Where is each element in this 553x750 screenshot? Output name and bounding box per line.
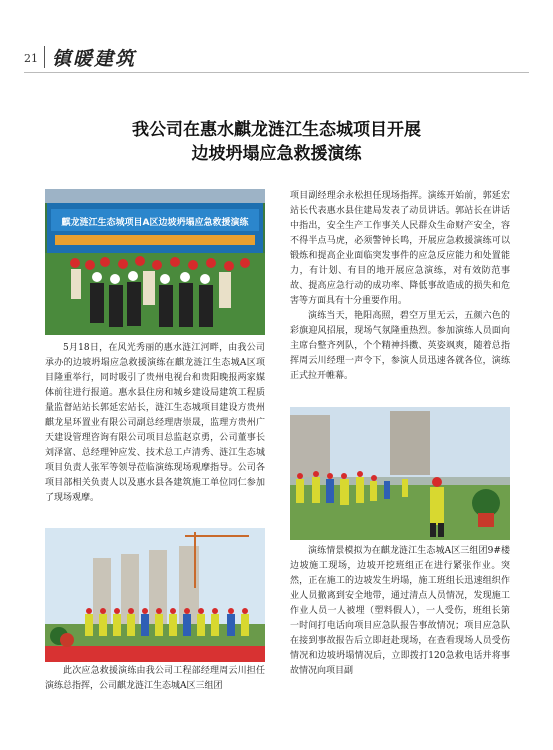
- photo-drill-lineup: [45, 528, 265, 662]
- photo-commander-image: [290, 407, 510, 540]
- header-rule: [24, 72, 529, 73]
- right-column-bottom: [290, 544, 510, 679]
- paragraph: 此次应急救援演练由我公司工程部经理周云川担任演练总指挥，公司麒龙涟江生态城A区三组团: [45, 666, 265, 691]
- photo-ceremony-image: [45, 189, 265, 335]
- paragraph: 演练当天，艳阳高照，碧空万里无云，五颜六色的彩旗迎风招展，现场气氛隆重热烈。参加演练人员面向主席台整齐列队，个个精神抖擞、英姿飒爽，随着总指挥周云川经理一声令下，参演人员迅速各就各位，演练正式拉开帷幕。: [290, 311, 510, 381]
- title-line-2: 边坡坍塌应急救援演练: [191, 144, 362, 164]
- title-line-1: 我公司在惠水麒龙涟江生态城项目开展: [132, 120, 421, 140]
- paragraph: 演练情景模拟为在麒龙涟江生态城A区三组团9#楼边坡施工现场，边坡开挖班组正在进行紧张作业。突然，正在施工的边坡发生坍塌，施工班组长迅速组织作业人员撤离到安全地带，通过清点人员情况，发现施工作业人员一人被埋（塑料假人），一人受伤，班组长第一时间打电话向项目应急队报告事故情况；项目应急队在接到事故报告后立即赶赴现场，在查看现场人员受伤情况和边坡坍塌情况后，立即拨打120急救电话并将事故情况向项目副: [290, 546, 510, 676]
- header-divider: [44, 46, 45, 68]
- left-column-top: [45, 341, 265, 506]
- page-number: 21: [24, 52, 38, 65]
- left-column-bottom: [45, 664, 265, 694]
- photo-banner-text: 麒龙涟江生态城项目A区边坡坍塌应急救援演练: [61, 218, 249, 228]
- article-title: [40, 118, 513, 166]
- photo-drill-lineup-image: [45, 528, 265, 662]
- paragraph: 5月18日，在风光秀丽的惠水涟江河畔，由我公司承办的边坡坍塌应急救援演练在麒龙涟江生态城A区项目隆重举行，同时吸引了贵州电视台和贵阳晚报两家媒体前往进行报道。惠水县住房和城乡建设局建筑工程质量监督站站长郭延宏站长，涟江生态城项目建设方贵州麒龙星环置业有限公司副总经理唐崇晟，监理方贵州广天建设管理咨询有限公司项目总监赵京勇，公司董事长刘泽富、总经理钟应发、技术总工卢清秀、涟江生态城项目负责人张军等领导莅临演练现场观摩指导。公司各项目部相关负责人以及惠水县各建筑施工单位同仁参加了现场观摩。: [45, 343, 265, 503]
- right-column-top: [290, 189, 510, 384]
- magazine-brand: 镇暖建筑: [52, 48, 137, 70]
- photo-ceremony: [45, 189, 265, 335]
- photo-commander: [290, 407, 510, 540]
- paragraph: 项目副经理余永松担任现场指挥。演练开始前，郭延宏站长代表惠水县住建局发表了动员讲话。郭站长在讲话中指出，安全生产工作事关人民群众生命财产安全，容不得半点马虎，必须警钟长鸣，开展应急救援演练可以锻炼和提高企业面临突发事件的应急反应能力和处置能力，有计划、有目的地开展应急演练，对有效防范事故、提高应急行动的成功率、降低事故造成的损失和危害等方面具有十分重要作用。: [290, 191, 510, 306]
